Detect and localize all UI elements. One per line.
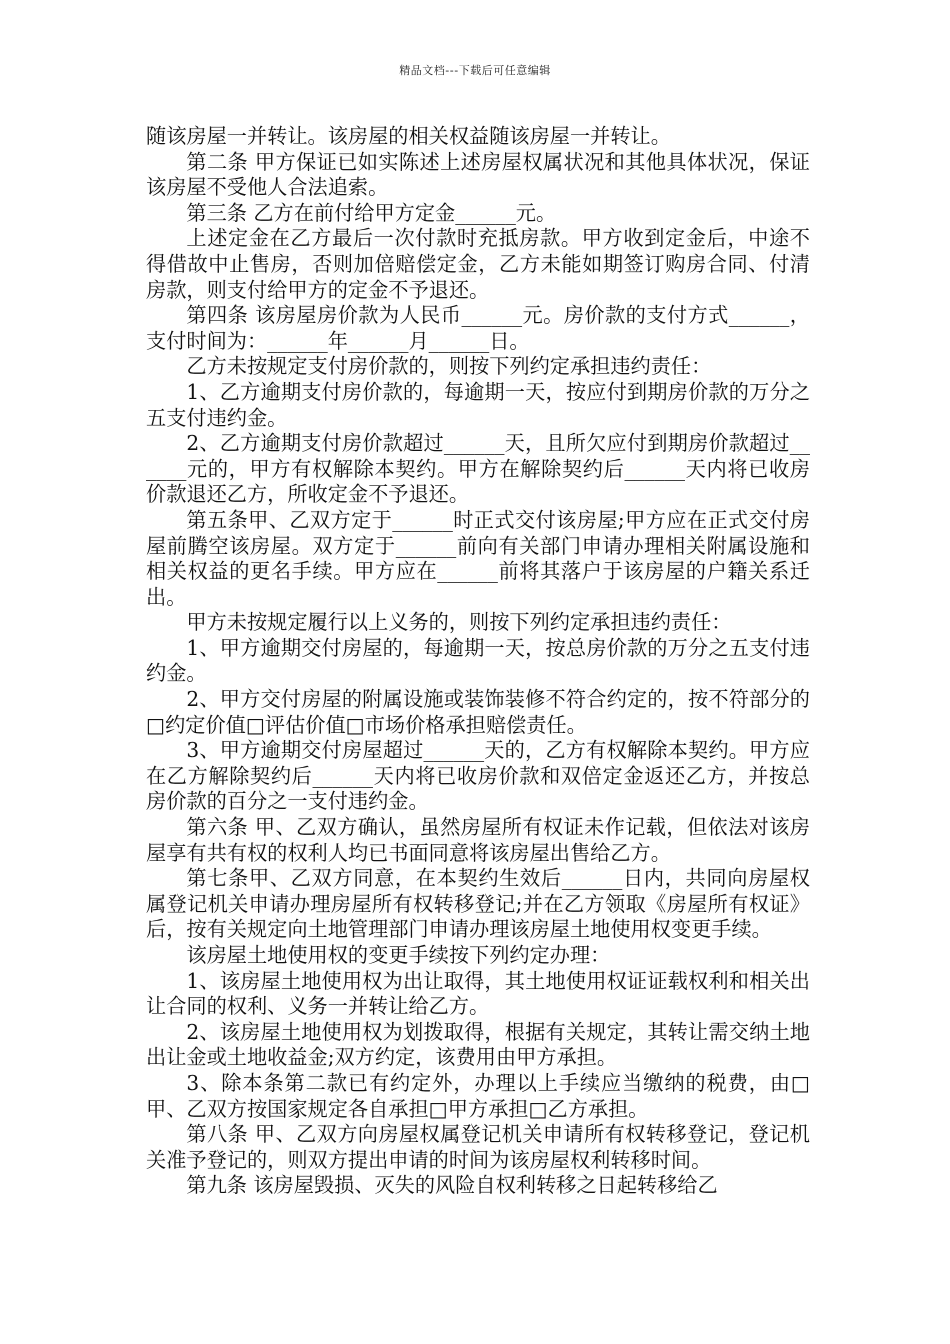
- land-use-item-2: 2、该房屋土地使用权为划拨取得，根据有关规定，其转让需交纳土地出让金或土地收益金;双方约定，该费用由甲方承担。: [146, 1019, 810, 1070]
- buyer-default-item-2: 2、乙方逾期支付房价款超过______天，且所欠应付到期房价款超过______元的，甲方有权解除本契约。甲方在解除契约后______天内将已收房价款退还乙方，所收定金不予退还。: [146, 431, 810, 507]
- article-8-paragraph: 第八条 甲、乙双方向房屋权属登记机关申请所有权转移登记，登记机关准予登记的，则双方提出申请的时间为该房屋权利转移时间。: [146, 1122, 810, 1172]
- article-9-paragraph: 第九条 该房屋毁损、灭失的风险自权利转移之日起转移给乙: [186, 1173, 718, 1198]
- buyer-default-item-1: 1、乙方逾期支付房价款的，每逾期一天，按应付到期房价款的万分之五支付违约金。: [146, 379, 810, 430]
- page-header: 精品文档---下载后可任意编辑: [399, 64, 551, 77]
- article-6-paragraph: 第六条 甲、乙双方确认，虽然房屋所有权证未作记载，但依法对该房屋享有共有权的权利人均已书面同意将该房屋出售给乙方。: [146, 815, 810, 865]
- seller-default-item-2: 2、甲方交付房屋的附属设施或装饰装修不符合约定的，按不符部分的□约定价值□评估价值□市场价格承担赔偿责任。: [146, 687, 810, 737]
- land-use-item-3: 3、除本条第二款已有约定外，办理以上手续应当缴纳的税费，由□甲、乙双方按国家规定各自承担□甲方承担□乙方承担。: [146, 1070, 810, 1121]
- document-body: [146, 124, 810, 1199]
- deposit-paragraph: 上述定金在乙方最后一次付款时充抵房款。甲方收到定金后，中途不得借故中止售房，否则加倍赔偿定金，乙方未能如期签订购房合同、付清房款，则支付给甲方的定金不予退还。: [146, 226, 810, 302]
- paragraph-1: 随该房屋一并转让。该房屋的相关权益随该房屋一并转让。: [146, 124, 671, 148]
- land-use-item-1: 1、该房屋土地使用权为出让取得，其土地使用权证证载权利和相关出让合同的权利、义务一并转让给乙方。: [146, 968, 810, 1019]
- land-use-paragraph: 该房屋土地使用权的变更手续按下列约定办理：: [186, 943, 611, 967]
- buyer-default-paragraph: 乙方未按规定支付房价款的，则按下列约定承担违约责任：: [186, 354, 712, 379]
- seller-default-item-1: 1、甲方逾期交付房屋的，每逾期一天，按总房价款的万分之五支付违约金。: [146, 635, 810, 686]
- article-2-paragraph: 第二条 甲方保证已如实陈述上述房屋权属状况和其他具体状况，保证该房屋不受他人合法追索。: [146, 149, 810, 200]
- article-4-paragraph: 第四条 该房屋房价款为人民币______元。房价款的支付方式______，支付时间为：______年______月______日。: [146, 303, 810, 353]
- article-7-paragraph: 第七条甲、乙双方同意，在本契约生效后______日内，共同向房屋权属登记机关申请办理房屋所有权转移登记;并在乙方领取《房屋所有权证》后，按有关规定向土地管理部门申请办理该房屋土地使用权变更手续。: [146, 866, 810, 942]
- seller-default-paragraph: 甲方未按规定履行以上义务的，则按下列约定承担违约责任：: [186, 610, 732, 635]
- article-5-paragraph: 第五条甲、乙双方定于______时正式交付该房屋;甲方应在正式交付房屋前腾空该房屋。双方定于______前向有关部门申请办理相关附属设施和相关权益的更名手续。甲方应在______前将其落户于该房屋的户籍关系迁出。: [146, 507, 810, 609]
- seller-default-item-3: 3、甲方逾期交付房屋超过______天的，乙方有权解除本契约。甲方应在乙方解除契约后______天内将已收房价款和双倍定金返还乙方，并按总房价款的百分之一支付违约金。: [146, 738, 810, 814]
- article-3-paragraph: 第三条 乙方在前付给甲方定金______元。: [186, 200, 557, 225]
